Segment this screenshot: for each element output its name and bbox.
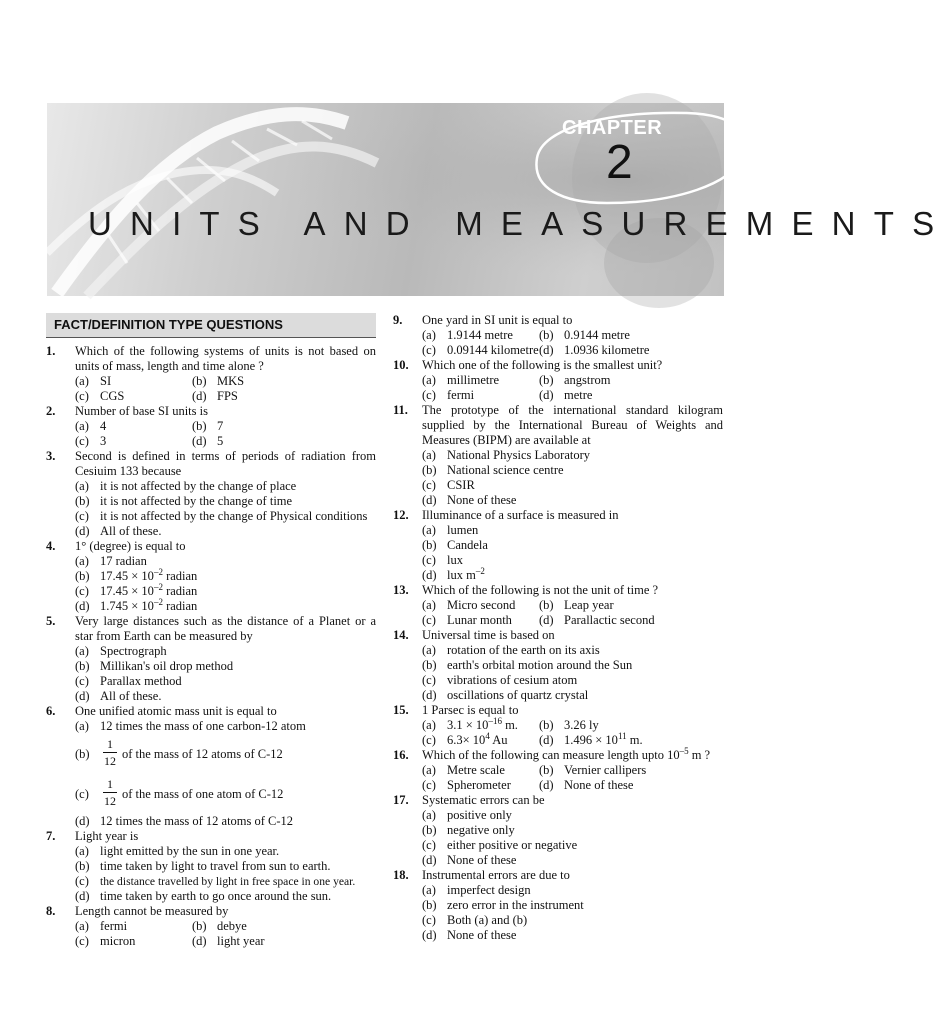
option-c: (c) the distance travelled by light in free space in one year. — [75, 874, 356, 888]
option-c: (c) $6.3\times 10^4$ Au — [422, 730, 508, 747]
option-c: (c) micron — [75, 934, 136, 948]
option-d: (d) None of these — [539, 778, 634, 792]
question-10: 10. Which one of the following is the smallest unit? — [393, 358, 663, 372]
option-d: (d) None of these — [422, 928, 517, 942]
option-c: (c) it is not affected by the change of Physical conditions — [75, 509, 368, 523]
option-a: (a) Metre scale — [422, 763, 505, 777]
question-5: 5. Very large distances such as the distance of a Planet or a star from Earth can be measured by — [46, 614, 376, 643]
question-6: 6. One unified atomic mass unit is equal to — [46, 704, 277, 718]
option-a: (a) 4 — [75, 419, 107, 433]
option-d: (d) time taken by earth to go once around the sun. — [75, 889, 332, 903]
chapter-label: CHAPTER — [562, 117, 663, 139]
option-b: (b) time taken by light to travel from sun to earth. — [75, 859, 331, 873]
option-d: (d) 1.0936 kilometre — [539, 343, 650, 357]
option-b: (b) $17.45 \times 10^{-2}$ radian — [75, 566, 198, 583]
option-a: (a) positive only — [422, 808, 512, 822]
question-3: 3. Second is defined in terms of periods of radiation from Cesiuim 133 because — [46, 449, 376, 478]
question-16: 16. Which of the following can measure length upto $10^{-5}$ m ? — [393, 745, 711, 762]
option-a: (a) fermi — [75, 919, 128, 933]
option-b: (b) angstrom — [539, 373, 611, 387]
option-b: (b) 3.26 ly — [539, 718, 599, 732]
option-d: (d) All of these. — [75, 689, 162, 703]
question-10-options — [393, 373, 723, 403]
option-b: (b) Millikan's oil drop method — [75, 659, 234, 673]
option-a: (a) millimetre — [422, 373, 500, 387]
option-a: (a) 12 times the mass of one carbon-12 atom — [75, 719, 306, 733]
question-1 — [46, 344, 376, 374]
option-a: (a) SI — [75, 374, 112, 388]
option-c: (c) $17.45 \times 10^{-2}$ radian — [75, 581, 198, 598]
question-14: 14. Universal time is based on — [393, 628, 555, 642]
option-a: (a) imperfect design — [422, 883, 531, 897]
option-a: (a) it is not affected by the change of place — [75, 479, 297, 493]
option-d: (d) FPS — [192, 389, 238, 403]
question-15-options — [393, 715, 723, 748]
option-a: (a) $3.1 \times 10^{-16}$ m. — [422, 715, 518, 732]
option-c: (c) Both (a) and (b) — [422, 913, 528, 927]
option-b: (b) debye — [192, 919, 247, 933]
question-13: 13. Which of the following is not the unit of time ? — [393, 583, 659, 597]
question-12: 12. Illuminance of a surface is measured in — [393, 508, 619, 522]
chapter-number: 2 — [606, 136, 633, 189]
option-b: (b) 7 — [192, 419, 224, 433]
question-2-options — [46, 419, 376, 449]
section-title: FACT/DEFINITION TYPE QUESTIONS — [46, 313, 376, 338]
option-c: (c) CSIR — [422, 478, 475, 492]
option-a: (a) Spectrograph — [75, 644, 167, 658]
option-c: (c) either positive or negative — [422, 838, 578, 852]
option-b: (b) earth's orbital motion around the Sun — [422, 658, 633, 672]
question-13-options — [393, 598, 723, 628]
option-b: (b) Vernier callipers — [539, 763, 647, 777]
option-d: (d) oscillations of quartz crystal — [422, 688, 589, 702]
option-d: (d) 12 times the mass of 12 atoms of C-12 — [75, 814, 294, 828]
question-11: 11. The prototype of the international standard kilogram supplied by the International Bureau of Weights and Measures (BIPM) are available at — [393, 403, 723, 447]
option-b: (b) it is not affected by the change of time — [75, 494, 293, 508]
question-18: 18. Instrumental errors are due to — [393, 868, 570, 882]
option-b: (b) National science centre — [422, 463, 564, 477]
question-17: 17. Systematic errors can be — [393, 793, 545, 807]
question-7: 7. Light year is — [46, 829, 139, 843]
option-b: (b) MKS — [192, 374, 245, 388]
option-d: (d) lux $m^{-2}$ — [422, 565, 485, 582]
option-d: (d) All of these. — [75, 524, 162, 538]
option-b: (b) negative only — [422, 823, 515, 837]
option-a: (a) National Physics Laboratory — [422, 448, 591, 462]
fraction: $\frac{1}{12}$ — [104, 737, 116, 768]
option-d: (d) $1.496 \times 10^{11}$ m. — [539, 730, 643, 747]
option-c: (c) Parallax method — [75, 674, 182, 688]
option-c: (c) fermi — [422, 388, 475, 402]
option-a: (a) 1.9144 metre — [422, 328, 513, 342]
question-number: 1. — [46, 344, 56, 358]
fraction: $\frac{1}{12}$ — [104, 777, 116, 808]
option-a: (a) lumen — [422, 523, 479, 537]
question-15: 15. 1 Parsec is equal to — [393, 703, 519, 717]
option-d: (d) 5 — [192, 434, 224, 448]
left-column — [46, 313, 376, 949]
question-1-options — [46, 374, 376, 404]
option-c: (c) 3 — [75, 434, 107, 448]
option-c: (c) vibrations of cesium atom — [422, 673, 578, 687]
option-c: (c) lux — [422, 553, 463, 567]
option-a: (a) 17 radian — [75, 554, 147, 568]
option-c: (c) Lunar month — [422, 613, 512, 627]
option-d: (d) None of these — [422, 493, 517, 507]
option-b: (b) Leap year — [539, 598, 614, 612]
option-d: (d) light year — [192, 934, 265, 948]
option-b: (b) zero error in the instrument — [422, 898, 584, 912]
question-4: 4. 1° (degree) is equal to — [46, 539, 186, 553]
option-c: (c) CGS — [75, 389, 125, 403]
option-b: (b) 0.9144 metre — [539, 328, 630, 342]
option-d: (d) $1.745 \times 10^{-2}$ radian — [75, 596, 198, 613]
question-9-options — [393, 328, 723, 358]
option-a: (a) light emitted by the sun in one year. — [75, 844, 280, 858]
option-a: (a) Micro second — [422, 598, 516, 612]
option-c: (c) 0.09144 kilometre — [422, 343, 539, 357]
question-8: 8. Length cannot be measured by — [46, 904, 229, 918]
right-column — [393, 313, 723, 943]
option-d: (d) Parallactic second — [539, 613, 655, 627]
option-c: (c) Spherometer — [422, 778, 511, 792]
question-9: 9. One yard in SI unit is equal to — [393, 313, 573, 327]
option-d: (d) None of these — [422, 853, 517, 867]
option-c: (c) $\frac{1}{12}$ of the mass of one atom of C-12 — [75, 777, 284, 808]
question-2: 2. Number of base SI units is — [46, 404, 208, 418]
option-a: (a) rotation of the earth on its axis — [422, 643, 600, 657]
option-b: (b) Candela — [422, 538, 488, 552]
option-b: (b) $\frac{1}{12}$ of the mass of 12 atoms of C-12 — [75, 737, 283, 768]
chapter-title: UNITS AND MEASUREMENTS — [88, 205, 952, 242]
question-8-options — [46, 919, 376, 949]
question-16-options — [393, 763, 723, 793]
question-text: Which of the following systems of units is not based on units of mass, length and time alone ? — [75, 344, 376, 373]
option-d: (d) metre — [539, 388, 593, 402]
